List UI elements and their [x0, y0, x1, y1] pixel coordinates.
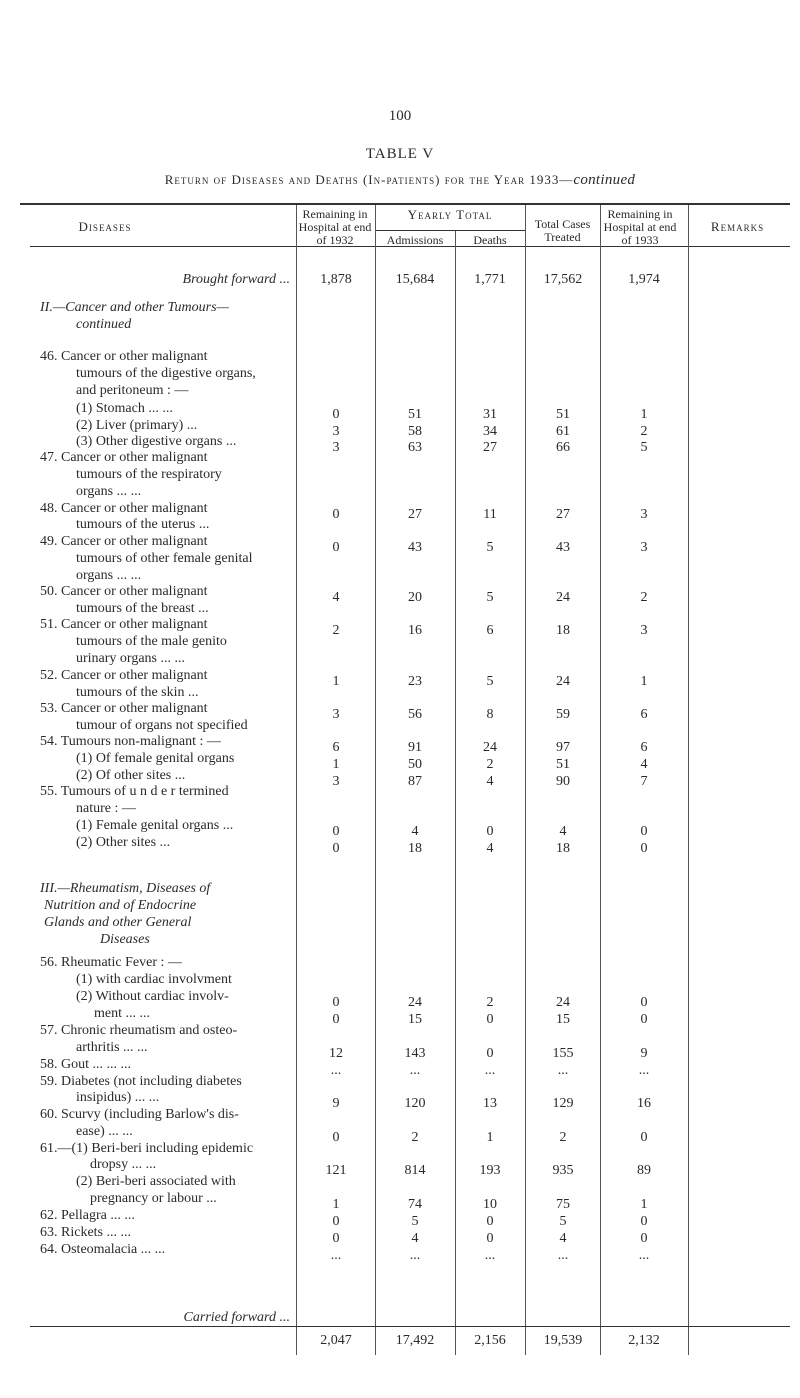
cell-total-cases: 2: [559, 1130, 567, 1145]
cell-remaining-1932: 2,047: [320, 1333, 352, 1348]
cell-deaths: 2: [486, 757, 494, 772]
disease-label-line: (1) Stomach ... ...: [76, 401, 173, 416]
header-remaining-1932: Remaining in Hospital at end of 1932: [298, 207, 372, 247]
cell-admissions: 56: [408, 707, 422, 722]
cell-remaining-1933: 16: [637, 1096, 651, 1111]
disease-label-line: 56. Rheumatic Fever : —: [40, 955, 182, 970]
cell-deaths: 0: [486, 824, 494, 839]
cell-remaining-1932: 4: [332, 590, 340, 605]
column-divider: [375, 205, 376, 1355]
cell-total-cases: 97: [556, 740, 570, 755]
subtitle-continued: continued: [573, 172, 636, 188]
disease-label-line: (2) Other sites ...: [76, 835, 171, 850]
cell-total-cases: 15: [556, 1012, 570, 1027]
cell-admissions: 20: [408, 590, 422, 605]
cell-deaths: 5: [486, 540, 494, 555]
cell-remaining-1933: 1: [640, 674, 648, 689]
cell-deaths: 0: [486, 1012, 494, 1027]
column-divider: [688, 205, 689, 1355]
disease-label-line: (1) Female genital organs ...: [76, 818, 234, 833]
cell-total-cases: 18: [556, 841, 570, 856]
disease-label-line: 50. Cancer or other malignant: [40, 584, 208, 599]
cell-admissions: 91: [408, 740, 422, 755]
cell-total-cases: ...: [557, 1063, 569, 1078]
cell-remaining-1933: 0: [640, 995, 648, 1010]
cell-total-cases: 17,562: [543, 272, 583, 287]
disease-label-line: tumours of the breast ...: [76, 601, 209, 616]
cell-remaining-1932: 3: [332, 424, 340, 439]
disease-label-line: 58. Gout ... ... ...: [40, 1057, 131, 1072]
cell-remaining-1932: 0: [332, 841, 340, 856]
disease-label-line: tumour of organs not specified: [76, 718, 248, 733]
disease-label-line: tumours of the digestive organs,: [76, 366, 256, 381]
disease-label-line: pregnancy or labour ...: [90, 1191, 217, 1206]
cell-deaths: 0: [486, 1214, 494, 1229]
disease-label-line: arthritis ... ...: [76, 1040, 148, 1055]
disease-label-line: and peritoneum : —: [76, 383, 189, 398]
cell-total-cases: 27: [556, 507, 570, 522]
cell-admissions: 16: [408, 623, 422, 638]
cell-remaining-1933: 3: [640, 540, 648, 555]
cell-remaining-1933: 5: [640, 440, 648, 455]
cell-remaining-1932: 3: [332, 707, 340, 722]
cell-total-cases: 59: [556, 707, 570, 722]
cell-remaining-1933: 4: [640, 757, 648, 772]
cell-remaining-1932: 3: [332, 440, 340, 455]
cell-admissions: 17,492: [395, 1333, 435, 1348]
cell-admissions: 18: [408, 841, 422, 856]
cell-deaths: 8: [486, 707, 494, 722]
header-diseases: Diseases: [78, 219, 132, 234]
cell-total-cases: 5: [559, 1214, 567, 1229]
disease-label-line: (2) Liver (primary) ...: [76, 418, 198, 433]
carried-forward-rule: [30, 1326, 790, 1327]
cell-deaths: 1,771: [474, 272, 506, 287]
disease-label-line: Glands and other General: [44, 915, 192, 930]
cell-admissions: 51: [408, 407, 422, 422]
column-divider: [600, 205, 601, 1355]
disease-label-line: (3) Other digestive organs ...: [76, 434, 237, 449]
cell-remaining-1932: 12: [329, 1046, 343, 1061]
cell-remaining-1932: 0: [332, 540, 340, 555]
cell-total-cases: 51: [556, 757, 570, 772]
cell-remaining-1932: 0: [332, 824, 340, 839]
disease-label-line: (2) Without cardiac involv-: [76, 989, 229, 1004]
disease-label-line: tumours of other female genital: [76, 551, 253, 566]
disease-label-line: 60. Scurvy (including Barlow's dis-: [40, 1107, 239, 1122]
cell-total-cases: 61: [556, 424, 570, 439]
cell-admissions: 63: [408, 440, 422, 455]
disease-label-line: 47. Cancer or other malignant: [40, 450, 208, 465]
cell-total-cases: ...: [557, 1248, 569, 1263]
cell-remaining-1932: 0: [332, 1012, 340, 1027]
cell-deaths: 34: [483, 424, 497, 439]
header-remarks: Remarks: [710, 219, 765, 234]
cell-admissions: 4: [411, 824, 419, 839]
disease-label-line: tumours of the respiratory: [76, 467, 222, 482]
cell-deaths: 2: [486, 995, 494, 1010]
header-total-cases: Total Cases Treated: [534, 217, 591, 244]
disease-label-line: 64. Osteomalacia ... ...: [40, 1242, 166, 1257]
cell-admissions: 143: [404, 1046, 426, 1061]
top-rule: [20, 203, 790, 205]
disease-label-line: Diseases: [100, 932, 150, 947]
cell-remaining-1932: 0: [332, 407, 340, 422]
cell-remaining-1933: 6: [640, 707, 648, 722]
cell-admissions: 50: [408, 757, 422, 772]
brought-forward-label: Brought forward ...: [182, 272, 290, 287]
table-title: TABLE V: [365, 146, 435, 162]
disease-label-line: (1) Of female genital organs: [76, 751, 235, 766]
column-divider: [525, 205, 526, 1355]
cell-deaths: 5: [486, 674, 494, 689]
cell-deaths: 11: [483, 507, 497, 522]
disease-label-line: 52. Cancer or other malignant: [40, 668, 208, 683]
disease-label-line: 53. Cancer or other malignant: [40, 701, 208, 716]
cell-remaining-1933: ...: [638, 1248, 650, 1263]
cell-admissions: 58: [408, 424, 422, 439]
cell-remaining-1932: 0: [332, 1231, 340, 1246]
cell-remaining-1933: 2: [640, 590, 648, 605]
cell-deaths: ...: [484, 1063, 496, 1078]
cell-admissions: 87: [408, 774, 422, 789]
cell-deaths: 27: [483, 440, 497, 455]
disease-label-line: 62. Pellagra ... ...: [40, 1208, 135, 1223]
cell-admissions: 23: [408, 674, 422, 689]
cell-total-cases: 90: [556, 774, 570, 789]
cell-remaining-1932: 2: [332, 623, 340, 638]
page-number: 100: [388, 108, 412, 124]
cell-admissions: 27: [408, 507, 422, 522]
cell-admissions: 43: [408, 540, 422, 555]
cell-remaining-1932: 1: [332, 757, 340, 772]
cell-remaining-1933: 2,132: [628, 1333, 660, 1348]
cell-remaining-1933: 3: [640, 507, 648, 522]
cell-admissions: ...: [409, 1063, 421, 1078]
cell-admissions: 120: [404, 1096, 426, 1111]
cell-remaining-1932: 3: [332, 774, 340, 789]
cell-remaining-1933: 0: [640, 841, 648, 856]
cell-deaths: 13: [483, 1096, 497, 1111]
cell-deaths: 10: [483, 1197, 497, 1212]
disease-label-line: ease) ... ...: [76, 1124, 133, 1139]
disease-label-line: 48. Cancer or other malignant: [40, 501, 208, 516]
disease-label-line: Nutrition and of Endocrine: [44, 898, 197, 913]
cell-total-cases: 4: [559, 824, 567, 839]
cell-deaths: 1: [486, 1130, 494, 1145]
header-admissions: Admissions: [386, 233, 444, 247]
cell-remaining-1932: 6: [332, 740, 340, 755]
cell-admissions: 15: [408, 1012, 422, 1027]
disease-label-line: (2) Beri-beri associated with: [76, 1174, 236, 1189]
cell-remaining-1932: 0: [332, 995, 340, 1010]
disease-label-line: III.—Rheumatism, Diseases of: [40, 881, 211, 896]
disease-label-line: urinary organs ... ...: [76, 651, 185, 666]
column-divider: [455, 231, 456, 1355]
cell-remaining-1933: 3: [640, 623, 648, 638]
cell-remaining-1933: 0: [640, 1214, 648, 1229]
cell-total-cases: 51: [556, 407, 570, 422]
disease-label-line: (2) Of other sites ...: [76, 768, 186, 783]
cell-deaths: 193: [479, 1163, 501, 1178]
cell-total-cases: 43: [556, 540, 570, 555]
cell-total-cases: 24: [556, 674, 570, 689]
cell-total-cases: 75: [556, 1197, 570, 1212]
cell-remaining-1933: 7: [640, 774, 648, 789]
cell-remaining-1933: 0: [640, 1231, 648, 1246]
cell-deaths: 6: [486, 623, 494, 638]
cell-deaths: 2,156: [474, 1333, 506, 1348]
cell-remaining-1932: 0: [332, 1130, 340, 1145]
cell-remaining-1932: 0: [332, 1214, 340, 1229]
header-yearly-total: Yearly Total: [407, 207, 493, 222]
table-subtitle: [0, 172, 800, 189]
cell-deaths: 0: [486, 1231, 494, 1246]
header-deaths: Deaths: [473, 233, 507, 247]
cell-remaining-1933: 0: [640, 1130, 648, 1145]
cell-remaining-1932: 1,878: [320, 272, 352, 287]
cell-admissions: 4: [411, 1231, 419, 1246]
cell-remaining-1932: ...: [330, 1063, 342, 1078]
cell-remaining-1933: 0: [640, 1012, 648, 1027]
disease-label-line: organs ... ...: [76, 484, 142, 499]
disease-label-line: 54. Tumours non-malignant : —: [40, 734, 221, 749]
disease-label-line: (1) with cardiac involvment: [76, 972, 232, 987]
disease-label-line: ment ... ...: [94, 1006, 150, 1021]
cell-admissions: 814: [404, 1163, 426, 1178]
cell-remaining-1933: 1,974: [628, 272, 660, 287]
disease-label-line: 49. Cancer or other malignant: [40, 534, 208, 549]
cell-deaths: 24: [483, 740, 497, 755]
disease-label-line: 63. Rickets ... ...: [40, 1225, 131, 1240]
cell-total-cases: 19,539: [543, 1333, 583, 1348]
cell-remaining-1933: ...: [638, 1063, 650, 1078]
disease-label-line: continued: [76, 317, 132, 332]
cell-total-cases: 129: [552, 1096, 574, 1111]
cell-admissions: 24: [408, 995, 422, 1010]
cell-remaining-1932: 1: [332, 674, 340, 689]
disease-label-line: dropsy ... ...: [90, 1157, 157, 1172]
yearly-total-underline: [375, 230, 525, 231]
cell-remaining-1932: 121: [325, 1163, 347, 1178]
subtitle-main: Return of Diseases and Deaths (In-patients) for the Year 1933—: [164, 172, 574, 187]
cell-deaths: 4: [486, 774, 494, 789]
cell-remaining-1933: 0: [640, 824, 648, 839]
cell-admissions: 5: [411, 1214, 419, 1229]
cell-total-cases: 18: [556, 623, 570, 638]
cell-deaths: ...: [484, 1248, 496, 1263]
cell-deaths: 4: [486, 841, 494, 856]
disease-label-line: 55. Tumours of u n d e r termined: [40, 784, 229, 799]
cell-remaining-1933: 6: [640, 740, 648, 755]
carried-forward-label: Carried forward ...: [183, 1310, 290, 1325]
disease-label-line: organs ... ...: [76, 568, 142, 583]
cell-remaining-1932: 9: [332, 1096, 340, 1111]
cell-deaths: 0: [486, 1046, 494, 1061]
cell-deaths: 31: [483, 407, 497, 422]
disease-label-line: 61.—(1) Beri-beri including epidemic: [40, 1141, 254, 1156]
cell-total-cases: 935: [552, 1163, 574, 1178]
cell-admissions: 2: [411, 1130, 419, 1145]
disease-label-line: tumours of the male genito: [76, 634, 227, 649]
header-remaining-1933: Remaining in Hospital at end of 1933: [603, 207, 677, 247]
disease-label-line: 51. Cancer or other malignant: [40, 617, 208, 632]
cell-remaining-1933: 89: [637, 1163, 651, 1178]
cell-admissions: ...: [409, 1248, 421, 1263]
cell-remaining-1933: 1: [640, 1197, 648, 1212]
disease-label-line: 59. Diabetes (not including diabetes: [40, 1074, 242, 1089]
disease-label-line: II.—Cancer and other Tumours—: [40, 300, 230, 315]
cell-deaths: 5: [486, 590, 494, 605]
cell-remaining-1933: 2: [640, 424, 648, 439]
disease-label-line: insipidus) ... ...: [76, 1090, 160, 1105]
disease-label-line: tumours of the uterus ...: [76, 517, 210, 532]
cell-total-cases: 155: [552, 1046, 574, 1061]
disease-label-line: 46. Cancer or other malignant: [40, 349, 208, 364]
disease-label-line: tumours of the skin ...: [76, 685, 199, 700]
cell-remaining-1932: ...: [330, 1248, 342, 1263]
disease-label-line: nature : —: [76, 801, 136, 816]
cell-total-cases: 66: [556, 440, 570, 455]
cell-total-cases: 4: [559, 1231, 567, 1246]
cell-remaining-1933: 1: [640, 407, 648, 422]
cell-admissions: 74: [408, 1197, 422, 1212]
cell-admissions: 15,684: [395, 272, 435, 287]
cell-remaining-1932: 1: [332, 1197, 340, 1212]
cell-remaining-1933: 9: [640, 1046, 648, 1061]
cell-total-cases: 24: [556, 590, 570, 605]
disease-label-line: 57. Chronic rheumatism and osteo-: [40, 1023, 238, 1038]
cell-total-cases: 24: [556, 995, 570, 1010]
cell-remaining-1932: 0: [332, 507, 340, 522]
